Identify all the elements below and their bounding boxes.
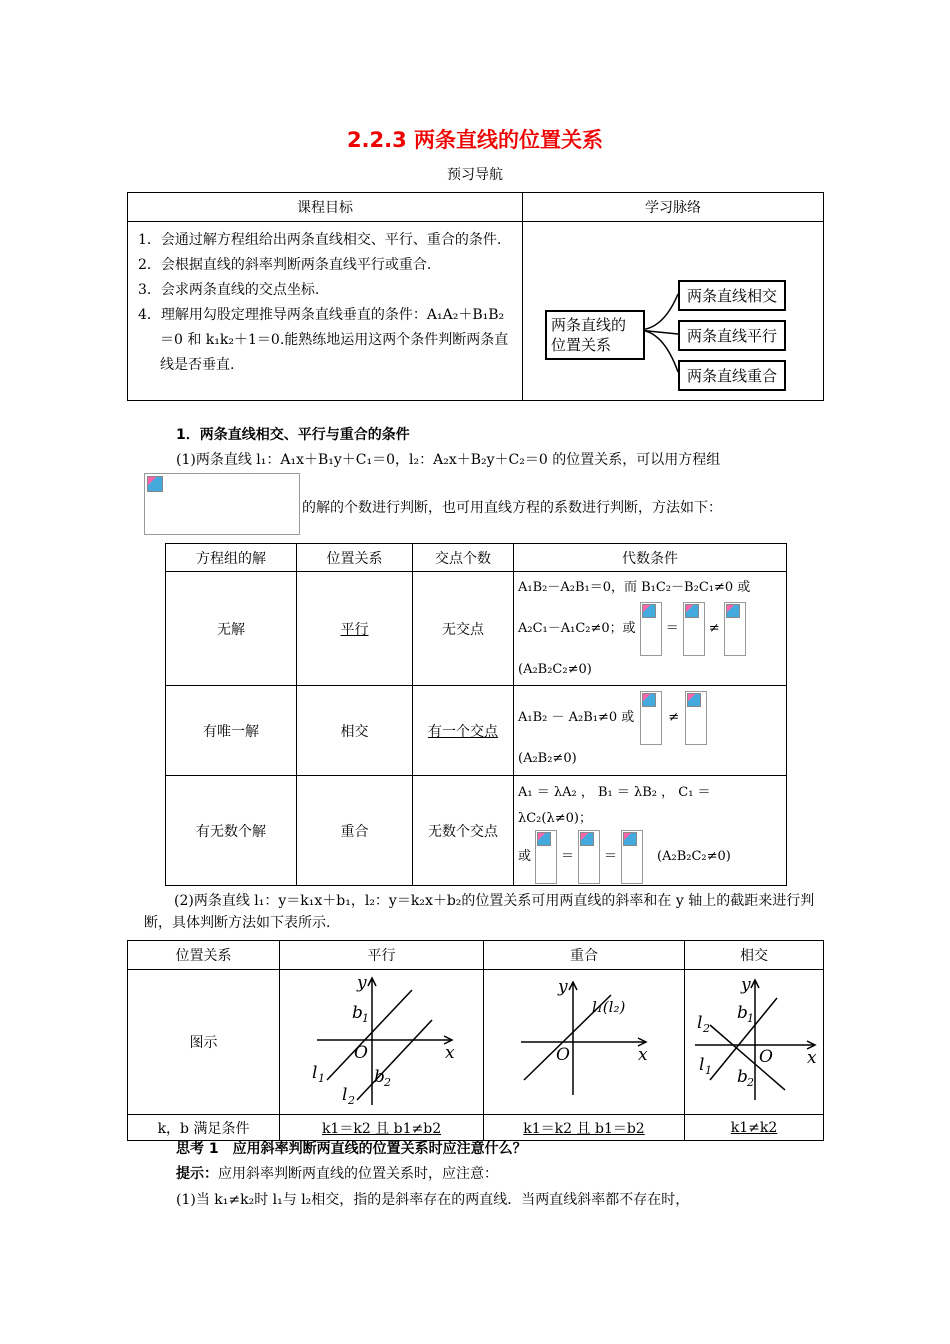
cond-text: A₂C₁－A₁C₂≠0；或 xyxy=(518,620,636,636)
cell-points: 有一个交点 xyxy=(413,686,514,776)
header-outline: 学习脉络 xyxy=(523,193,824,222)
cond-text: (A₂B₂C₂≠0) xyxy=(657,848,731,864)
neq-sign: ≠ xyxy=(668,709,680,725)
cell-relation: 重合 xyxy=(297,776,413,886)
axis-y-label: y xyxy=(558,977,568,997)
section1-heading: 1．两条直线相交、平行与重合的条件 xyxy=(176,427,410,443)
cond-line: (A₂B₂≠0) xyxy=(518,750,577,766)
hint-text: 应用斜率判断两直线的位置关系时，应注意： xyxy=(218,1166,498,1182)
page-subtitle: 预习导航 xyxy=(447,167,503,183)
hint-label: 提示： xyxy=(176,1166,218,1182)
eq-sign: ＝ xyxy=(665,620,679,636)
axis-y-label: y xyxy=(356,973,367,993)
col-parallel: 平行 xyxy=(280,941,484,970)
col-solutions: 方程组的解 xyxy=(166,544,297,572)
col-condition: 代数条件 xyxy=(514,544,787,572)
b1-sub: 1 xyxy=(747,1012,754,1025)
fraction-image xyxy=(683,602,705,656)
cell-condition xyxy=(514,686,787,776)
cell-relation: 平行 xyxy=(297,572,413,686)
section1-para1b: 的解的个数进行判断，也可用直线方程的系数进行判断，方法如下： xyxy=(302,500,722,516)
eq-sign: ＝ xyxy=(604,848,618,864)
graph-parallel xyxy=(282,970,482,1110)
b2-label: b xyxy=(373,1067,385,1087)
b2-label: b xyxy=(737,1067,748,1087)
think-question: 思考 1 应用斜率判断两直线的位置关系时应注意什么？ xyxy=(176,1141,527,1157)
b2-sub: 2 xyxy=(383,1076,391,1089)
axis-x-label: x xyxy=(444,1043,455,1063)
graph-row-label: 图示 xyxy=(128,970,280,1115)
cond-parallel: k1＝k2 且 b1≠b2 xyxy=(280,1115,484,1141)
cond-coincide: k1＝k2 且 b1＝b2 xyxy=(484,1115,685,1141)
think-hint xyxy=(176,1163,498,1185)
cell-relation: 相交 xyxy=(297,686,413,776)
mindmap-cell xyxy=(523,222,824,401)
cell-solutions: 无解 xyxy=(166,572,297,686)
slope-table xyxy=(127,940,824,1141)
or-text: 或 xyxy=(518,848,532,864)
origin-label: O xyxy=(353,1043,368,1063)
cond-fraction-line xyxy=(518,601,786,657)
origin-label: O xyxy=(759,1047,773,1067)
goal-1: 1．会通过解方程组给出两条直线相交、平行、重合的条件. xyxy=(138,232,502,248)
mindmap-root: 两条直线的位置关系 xyxy=(545,310,645,360)
graph-intersect-cell xyxy=(685,970,824,1115)
mindmap-branch-intersect: 两条直线相交 xyxy=(678,280,786,311)
axis-x-label: x xyxy=(638,1045,648,1065)
b1-label: b xyxy=(351,1003,363,1023)
col-intersect: 相交 xyxy=(685,941,824,970)
think-p1: (1)当 k₁≠k₂时 l₁与 l₂相交，指的是斜率存在的两直线．当两直线斜率都不存在时， xyxy=(176,1192,690,1208)
axis-x-label: x xyxy=(807,1048,817,1068)
fraction-image xyxy=(621,830,643,884)
mindmap-branch-parallel: 两条直线平行 xyxy=(678,320,786,351)
goals-cell xyxy=(128,222,523,401)
cond-line: λC₂(λ≠0)； xyxy=(518,810,592,826)
cond-line: (A₂B₂C₂≠0) xyxy=(518,661,592,677)
cond-line: A₁B₂－A₂B₁＝0，而 B₁C₂－B₂C₁≠0 或 xyxy=(518,579,751,595)
goal-4: 4．理解用勾股定理推导两条直线垂直的条件：A₁A₂＋B₁B₂＝0 和 k₁k₂＋1＝0.能熟练地运用这两个条件判断两条直线是否垂直. xyxy=(138,307,509,373)
fraction-image xyxy=(685,691,707,745)
table-row xyxy=(166,686,787,776)
fraction-image xyxy=(640,691,662,745)
page-title: 2.2.3 两条直线的位置关系 xyxy=(346,128,604,152)
cond-fraction-line xyxy=(518,832,786,882)
col-relation: 位置关系 xyxy=(297,544,413,572)
origin-label: O xyxy=(556,1045,570,1065)
fraction-image xyxy=(724,602,746,656)
mindmap xyxy=(523,222,823,400)
cell-points: 无交点 xyxy=(413,572,514,686)
goal-2: 2．会根据直线的斜率判断两条直线平行或重合. xyxy=(138,257,432,273)
cond-fraction-line xyxy=(518,690,786,746)
mindmap-branch-coincide: 两条直线重合 xyxy=(678,360,786,391)
axis-y-label: y xyxy=(741,975,751,995)
cond-text: A₁B₂ － A₂B₁≠0 或 xyxy=(518,709,635,725)
header-goals: 课程目标 xyxy=(128,193,523,222)
cond-intersect: k1≠k2 xyxy=(685,1115,824,1141)
overview-table xyxy=(127,192,824,401)
l2-sub: 2 xyxy=(347,1094,355,1107)
cell-condition xyxy=(514,776,787,886)
fraction-image xyxy=(535,830,557,884)
graph-parallel-cell xyxy=(280,970,484,1115)
b1-label: b xyxy=(737,1003,748,1023)
table-row xyxy=(166,776,787,886)
graph-intersect xyxy=(685,970,823,1110)
col-coincide: 重合 xyxy=(484,941,685,970)
neq-sign: ≠ xyxy=(708,620,720,636)
l1-sub: 1 xyxy=(317,1072,325,1085)
cell-solutions: 有无数个解 xyxy=(166,776,297,886)
fraction-image xyxy=(640,602,662,656)
l2-label: l xyxy=(341,1085,347,1105)
cell-condition xyxy=(514,572,787,686)
col-relation: 位置关系 xyxy=(128,941,280,970)
section1-para1a: (1)两条直线 l₁：A₁x＋B₁y＋C₁＝0，l₂：A₂x＋B₂y＋C₂＝0 的位置关系，可以用方程组 xyxy=(176,452,721,468)
cond-line: A₁ ＝ λA₂ ， B₁ ＝ λB₂ ， C₁ ＝ xyxy=(518,784,711,800)
l2-label: l xyxy=(697,1013,703,1033)
col-points: 交点个数 xyxy=(413,544,514,572)
b2-sub: 2 xyxy=(747,1076,754,1089)
table-row xyxy=(166,572,787,686)
equation-system-image xyxy=(144,473,300,535)
graph-coincide-cell xyxy=(484,970,685,1115)
goal-3: 3．会求两条直线的交点坐标. xyxy=(138,282,320,298)
cell-solutions: 有唯一解 xyxy=(166,686,297,776)
conditions-table xyxy=(165,543,787,886)
section1-para2: (2)两条直线 l₁：y＝k₁x＋b₁，l₂：y＝k₂x＋b₂的位置关系可用两直线的斜率和在 y 轴上的截距来进行判断，具体判断方法如下表所示. xyxy=(144,893,815,931)
cell-points: 无数个交点 xyxy=(413,776,514,886)
l1l2-label: l₁(l₂) xyxy=(592,998,626,1016)
l1-label: l xyxy=(311,1063,317,1083)
eq-sign: ＝ xyxy=(561,848,575,864)
fraction-image xyxy=(578,830,600,884)
cond-row-label: k，b 满足条件 xyxy=(128,1115,280,1141)
l2-sub: 2 xyxy=(703,1022,710,1035)
l1-label: l xyxy=(699,1055,705,1075)
b1-sub: 1 xyxy=(361,1012,369,1025)
graph-coincide xyxy=(486,970,682,1110)
l1-sub: 1 xyxy=(705,1064,712,1077)
